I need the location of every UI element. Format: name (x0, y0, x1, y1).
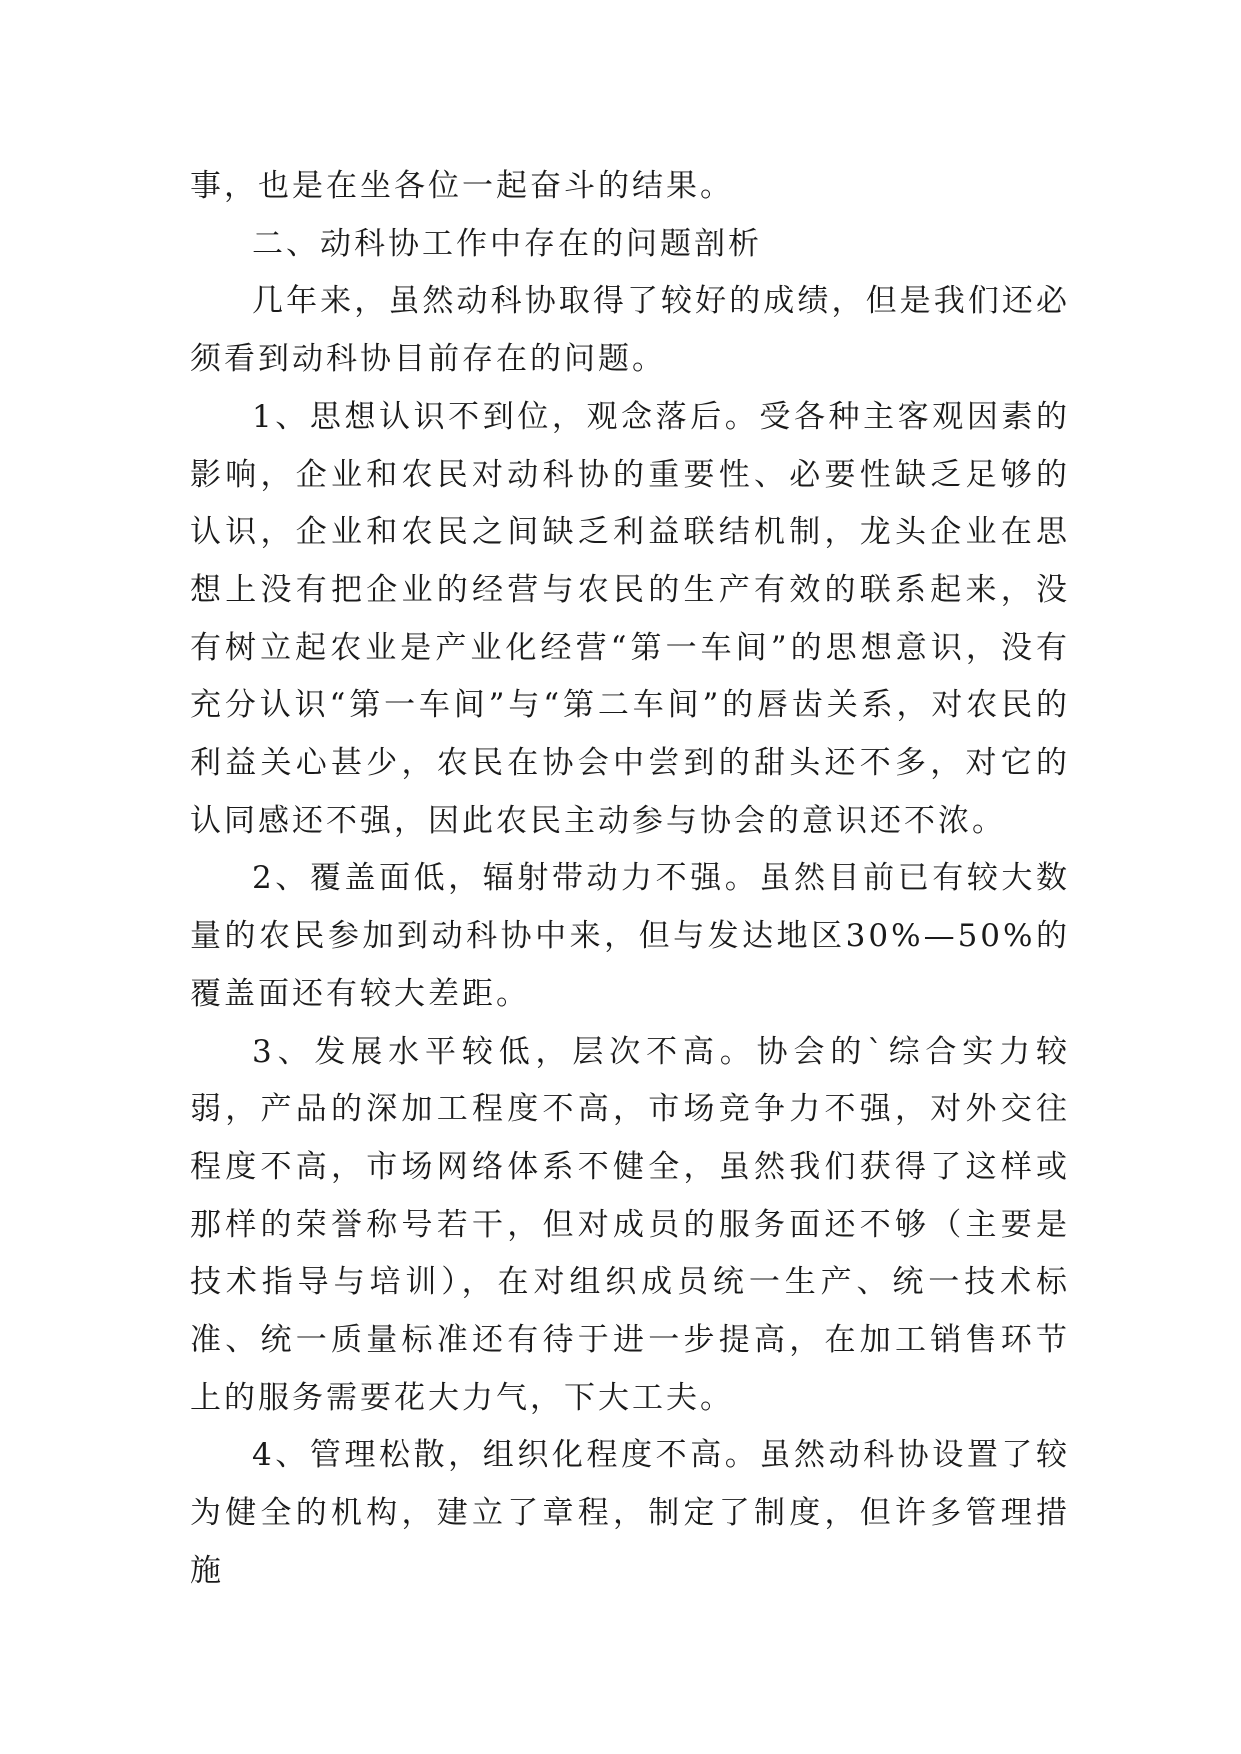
section-heading: 二、动科协工作中存在的问题剖析 (252, 225, 762, 262)
paragraph-item-4: 4、管理松散，组织化程度不高。虽然动科协设置了较为健全的机构，建立了章程，制定了制度，但许多管理措施 (190, 1437, 1070, 1589)
paragraph-item-3: 3、发展水平较低，层次不高。协会的`综合实力较弱，产品的深加工程度不高，市场竞争力不强，对外交往程度不高，市场网络体系不健全，虽然我们获得了这样或那样的荣誉称号若干，但对成员的服务面还不够（主要是技术指导与培训），在对组织成员统一生产、统一技术标准、统一质量标准还有待于进一步提高，在加工销售环节上的服务需要花大力气，下大工夫。 (190, 1033, 1070, 1416)
paragraph-continuation: 事，也是在坐各位一起奋斗的结果。 (190, 168, 734, 204)
paragraph-item-2: 2、覆盖面低，辐射带动力不强。虽然目前已有较大数量的农民参加到动科协中来，但与发达地区30%—50%的覆盖面还有较大差距。 (190, 860, 1070, 1012)
paragraph-item-1: 1、思想认识不到位，观念落后。受各种主客观因素的影响，企业和农民对动科协的重要性、必要性缺乏足够的认识，企业和农民之间缺乏利益联结机制，龙头企业在思想上没有把企业的经营与农民的生产有效的联系起来，没有树立起农业是产业化经营“第一车间”的思想意识，没有充分认识“第一车间”与“第二车间”的唇齿关系，对农民的利益关心甚少，农民在协会中尝到的甜头还不多，对它的认同感还不强，因此农民主动参与协会的意识还不浓。 (190, 398, 1070, 839)
paragraph-intro: 几年来，虽然动科协取得了较好的成绩，但是我们还必须看到动科协目前存在的问题。 (190, 283, 1070, 378)
document-body (190, 158, 1070, 1601)
